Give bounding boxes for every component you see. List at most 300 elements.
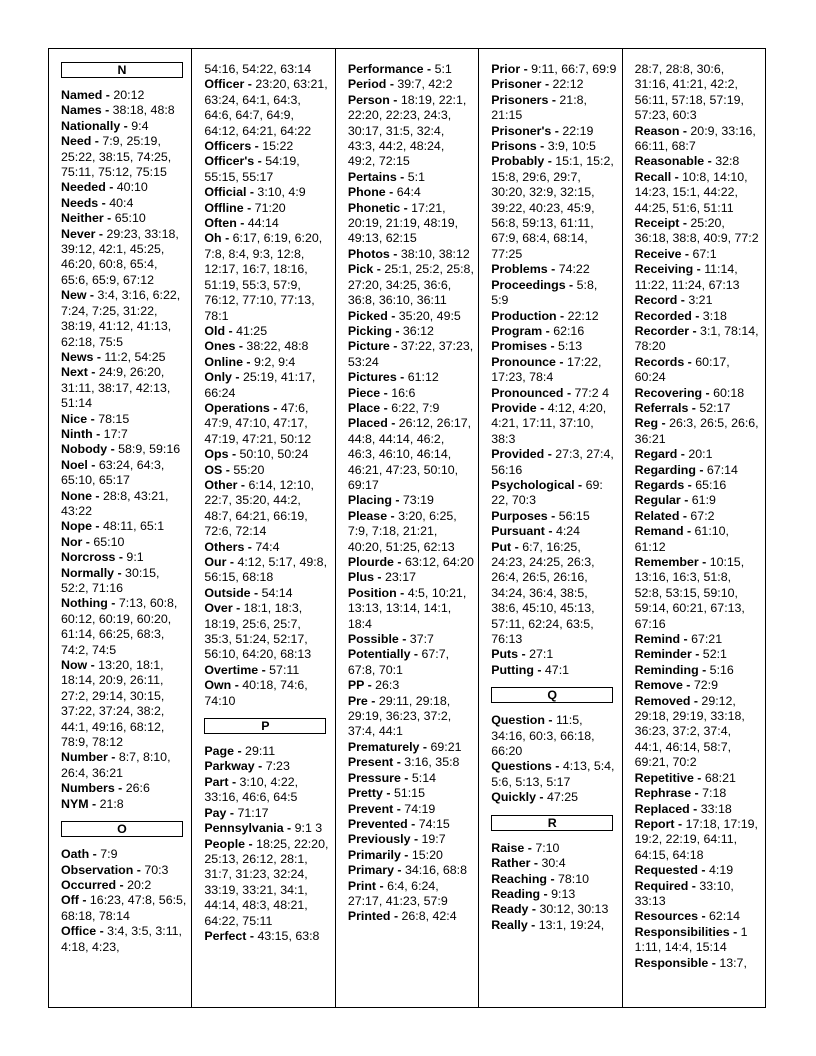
term-dash: - (87, 658, 99, 673)
term-dash: - (689, 801, 701, 816)
index-term: NYM (61, 796, 89, 811)
index-entry (61, 350, 187, 365)
page-line-references: 18:1, 18:3, 18:19, 25:6, 25:7, 35:3, 51:24, 52:17, 56:10, 64:20, 68:13 (204, 601, 312, 662)
page-line-references: 9:13 (551, 886, 576, 901)
index-term: Number (61, 750, 108, 765)
index-entry (348, 879, 474, 910)
term-dash: - (400, 847, 412, 862)
page-line-references: 57:11 (269, 662, 300, 677)
term-dash: - (677, 447, 689, 462)
index-term: Norcross (61, 550, 116, 565)
term-dash: - (679, 508, 691, 523)
index-term: Needed (61, 180, 106, 195)
index-entry (348, 201, 474, 247)
page-line-references: 54:16, 54:22, 63:14 (204, 62, 312, 76)
page-line-references: 27:1 (529, 647, 554, 662)
page-line-references: 29:11 (245, 744, 276, 759)
index-entry (635, 309, 761, 324)
index-term: Part (204, 774, 229, 789)
term-dash: - (364, 678, 376, 693)
term-dash: - (682, 678, 694, 693)
index-entry (204, 139, 330, 154)
index-term: Raise (491, 840, 525, 855)
index-term: Regard (634, 447, 678, 462)
index-term: Photos (347, 246, 390, 261)
index-entry (348, 509, 474, 555)
index-entry (491, 856, 617, 871)
index-entry (204, 355, 330, 370)
index-entry (204, 154, 330, 185)
term-dash: - (283, 821, 295, 836)
page-line-references: 20:9, 33:16, 66:11, 68:7 (634, 123, 756, 154)
page-line-references: 6:14, 12:10, 22:7, 35:20, 44:2, 48:7, 64:21, 66:19, 72:6, 72:14 (204, 477, 314, 539)
page-line-references: 17:7 (103, 426, 128, 441)
page-line-references: 25:20, 36:18, 38:8, 40:9, 77:2 (634, 216, 759, 246)
index-entry (348, 77, 474, 92)
page-line-references: 60:17, 60:24 (634, 354, 730, 385)
index-term: Rather (491, 856, 531, 871)
index-term: Removed (634, 693, 691, 708)
index-term: Question (491, 713, 545, 728)
index-term: Recovering (634, 385, 703, 400)
index-term: Ready (491, 902, 529, 917)
page-line-references: 44:14 (247, 216, 279, 231)
page-line-references: 51:15 (393, 786, 425, 801)
index-term: Resources (634, 909, 698, 924)
page-line-references: 17:21, 20:19, 21:19, 48:19, 49:13, 62:15 (347, 200, 459, 246)
page-line-references: 3:4, 3:5, 3:11, 4:18, 4:23, (61, 924, 182, 954)
index-term: Own (204, 678, 232, 693)
index-term: Remove (634, 678, 683, 693)
page-line-references: 38:18, 48:8 (112, 103, 175, 118)
page-line-references: 5:1 (434, 62, 452, 76)
page-line-references: 30:4 (541, 856, 566, 871)
index-entry (61, 550, 187, 565)
term-dash: - (544, 447, 556, 462)
index-entry (61, 658, 187, 750)
term-dash: - (376, 878, 388, 893)
index-term: Others (204, 539, 245, 554)
index-term: Need (61, 134, 92, 149)
index-term: Our (204, 555, 227, 569)
term-dash: - (684, 477, 696, 492)
index-entry (61, 427, 187, 442)
page-line-references: 74:22 (558, 262, 590, 277)
page-line-references: 3:1, 78:14, 78:20 (634, 323, 759, 354)
index-entry (635, 509, 761, 524)
index-term: Referrals (634, 400, 689, 415)
section-letter-header: N (61, 62, 183, 78)
index-term: Often (204, 216, 237, 231)
term-dash: - (674, 816, 686, 831)
term-dash: - (574, 477, 586, 492)
index-entry (491, 401, 617, 447)
term-dash: - (691, 308, 703, 323)
page-line-references: 7:10 (535, 840, 560, 855)
index-entry (204, 478, 330, 540)
index-entry (491, 790, 617, 805)
term-dash: - (698, 555, 710, 569)
index-entry (61, 119, 187, 134)
page-line-references: 7:9, 25:19, 25:22, 38:15, 74:25, 75:11, 75:12, 75:15 (61, 134, 172, 180)
index-entry (491, 759, 617, 790)
index-entry (348, 848, 474, 863)
index-entry (348, 555, 474, 570)
term-dash: - (237, 477, 249, 492)
page-line-references: 61:12 (407, 370, 439, 385)
index-entry (491, 524, 617, 539)
page-line-references: 20:2 (127, 877, 152, 892)
index-entry (635, 879, 761, 910)
term-dash: - (708, 955, 720, 970)
index-term: Provide (491, 400, 537, 415)
term-dash: - (547, 339, 559, 354)
index-entry (635, 262, 761, 293)
page-line-references: 38:10, 38:12 (400, 246, 470, 261)
index-entry (348, 339, 474, 370)
index-term: Problems (491, 262, 548, 277)
term-dash: - (246, 185, 258, 200)
index-entry (204, 77, 330, 139)
index-entry (61, 103, 187, 118)
index-entry (635, 493, 761, 508)
index-entry (348, 62, 474, 77)
page-line-references: 25:19, 41:17, 66:24 (204, 370, 316, 400)
index-entry (204, 663, 330, 678)
index-entry (61, 365, 187, 411)
page-line-references: 25:1, 25:2, 25:8, 27:20, 34:25, 36:6, 36:8, 36:10, 36:11 (347, 262, 474, 308)
term-dash: - (116, 877, 128, 892)
term-dash: - (92, 426, 104, 441)
index-entry (348, 309, 474, 324)
index-column-5 (622, 49, 765, 1007)
page-line-references: 48:11, 65:1 (103, 519, 165, 534)
term-dash: - (389, 246, 401, 261)
term-dash: - (556, 308, 568, 323)
term-dash: - (410, 832, 422, 847)
index-term: Phone (347, 185, 386, 200)
term-dash: - (551, 123, 563, 138)
index-entry (491, 663, 617, 678)
index-term: Nationally (61, 118, 121, 133)
index-term: Never (61, 226, 96, 241)
term-dash: - (729, 924, 741, 939)
index-entry (635, 909, 761, 924)
index-entry (635, 771, 761, 786)
term-dash: - (698, 662, 710, 677)
page-line-references: 6:22, 7:9 (391, 400, 440, 415)
page-line-references: 26:12, 26:17, 44:8, 44:14, 46:2, 46:3, 46:10, 46:14, 46:21, 47:23, 50:10, 69:17 (347, 416, 472, 492)
page-line-references: 3:10, 4:9 (257, 185, 306, 200)
term-dash: - (555, 354, 567, 369)
page-line-references: 7:18 (702, 786, 727, 801)
term-dash: - (380, 385, 392, 400)
term-dash: - (120, 118, 132, 133)
index-entry (348, 324, 474, 339)
index-term: Promises (491, 339, 548, 354)
page-line-references: 77:2 4 (574, 385, 609, 400)
section-letter-header: O (61, 821, 183, 837)
index-term: Print (347, 878, 377, 893)
index-term: Office (61, 924, 97, 939)
index-term: Production (491, 308, 557, 323)
index-entry (61, 847, 187, 862)
page-line-references: 9:1 (126, 550, 144, 565)
term-dash: - (536, 400, 548, 415)
index-term: People (204, 836, 246, 851)
index-entry (635, 524, 761, 555)
term-dash: - (107, 596, 119, 611)
index-entry (491, 478, 617, 509)
index-entry (635, 324, 761, 355)
page-line-references: 7:13, 60:8, 60:12, 60:19, 60:20, 61:14, 66:25, 68:3, 74:2, 74:5 (61, 596, 178, 657)
index-term: Placed (347, 416, 388, 431)
index-term: Psychological (491, 477, 575, 492)
page-line-references: 68:21 (704, 770, 736, 785)
page-line-references: 30:12, 30:13 (539, 902, 609, 917)
term-dash: - (389, 339, 401, 354)
term-dash: - (681, 246, 693, 261)
index-term: Potentially (347, 647, 411, 662)
term-dash: - (396, 585, 408, 600)
term-dash: - (693, 770, 705, 785)
index-term: Put (491, 539, 512, 554)
term-dash: - (86, 288, 98, 303)
term-dash: - (373, 570, 385, 585)
index-term: Numbers (61, 781, 115, 796)
index-entry (348, 586, 474, 632)
index-entry (61, 211, 187, 226)
term-dash: - (93, 349, 105, 364)
index-entry (61, 535, 187, 550)
index-entry (204, 775, 330, 806)
index-term: Overtime (204, 662, 259, 677)
index-term: Rephrase (634, 786, 692, 801)
page-line-references: 33:10, 33:13 (634, 878, 734, 908)
page-line-references: 28:8, 43:21, 43:22 (61, 488, 169, 518)
index-term: Regular (634, 493, 681, 508)
index-term: Old (204, 323, 226, 338)
index-entry (635, 154, 761, 169)
term-dash: - (400, 200, 412, 215)
page-line-references: 18:19, 22:1, 22:20, 22:23, 24:3, 30:17, 31:5, 32:4, 43:3, 44:2, 48:24, 49:2, 72:15 (347, 92, 467, 169)
term-dash: - (389, 92, 401, 107)
index-entry (491, 324, 617, 339)
index-entry (635, 463, 761, 478)
page-line-references: 21:8, 21:15 (491, 92, 587, 123)
index-entry (635, 647, 761, 662)
index-term: Place (347, 400, 381, 415)
term-dash: - (547, 871, 559, 886)
index-entry (204, 806, 330, 821)
page-line-references: 28:7, 28:8, 30:6, 31:16, 41:21, 42:2, 56:11, 57:18, 57:19, 57:23, 60:3 (634, 62, 744, 123)
index-entry (635, 863, 761, 878)
page-line-references: 54:14 (261, 585, 293, 600)
page-line-references: 5:13 (558, 339, 583, 354)
index-term: Phonetic (347, 200, 401, 215)
index-term: Related (634, 508, 680, 523)
term-dash: - (683, 524, 695, 539)
term-dash: - (373, 262, 385, 277)
index-term: Picture (347, 339, 390, 354)
index-entry (491, 509, 617, 524)
term-dash: - (548, 92, 560, 107)
index-entry (491, 447, 617, 478)
index-term: Needs (61, 195, 99, 210)
page-line-references: 64:4 (396, 185, 421, 200)
index-term: Pay (204, 805, 227, 820)
page-line-references: 3:9, 10:5 (547, 139, 596, 154)
page-line-references: 11:14, 11:22, 11:24, 67:13 (634, 262, 740, 292)
term-dash: - (105, 180, 117, 195)
index-term: Placing (347, 493, 392, 508)
page-line-references: 15:20 (411, 847, 443, 862)
page-line-references: 67:14 (706, 462, 738, 477)
index-term: Normally (61, 565, 115, 580)
index-term: Primary (347, 863, 394, 878)
term-dash: - (542, 323, 554, 338)
index-entry (635, 170, 761, 216)
term-dash: - (382, 786, 394, 801)
page-line-references: 29:23, 33:18, 39:12, 42:1, 45:25, 46:20, 60:8, 65:4, 65:6, 65:9, 67:12 (61, 226, 179, 287)
index-entry (204, 540, 330, 555)
page-line-references: 33:18 (700, 801, 732, 816)
page-line-references: 4:19 (709, 863, 734, 878)
index-term: OS (204, 462, 223, 477)
term-dash: - (232, 601, 244, 616)
index-term: Noel (61, 457, 88, 472)
page-line-references: 9:1 3 (294, 821, 323, 836)
page-line-references: 7:23 (265, 759, 290, 774)
index-entry (491, 139, 617, 154)
index-entry (204, 821, 330, 836)
term-dash: - (107, 750, 119, 765)
index-entry (635, 447, 761, 462)
index-term: Observation (61, 862, 134, 877)
page-line-references: 3:21 (688, 293, 713, 308)
term-dash: - (231, 678, 243, 693)
index-entry (204, 339, 330, 354)
term-dash: - (221, 231, 233, 246)
index-entry (61, 88, 187, 103)
index-entry (491, 872, 617, 887)
term-dash: - (423, 62, 435, 76)
index-term: Nobody (61, 442, 108, 457)
index-entry (348, 863, 474, 878)
index-entry (348, 170, 474, 185)
page-line-references: 23:20, 63:21, 63:24, 64:1, 64:3, 64:6, 64:7, 64:9, 64:12, 64:21, 64:22 (204, 77, 328, 138)
term-dash: - (245, 836, 257, 851)
page-line-references: 41:25 (236, 323, 268, 338)
index-entry (204, 201, 330, 216)
term-dash: - (380, 400, 392, 415)
index-entry (204, 601, 330, 663)
page-line-references: 3:16, 35:8 (404, 755, 460, 770)
page-line-references: 19:7 (421, 832, 446, 847)
index-term: Recall (634, 169, 672, 184)
page-line-references: 11:5, 34:16, 60:3, 66:18, 66:20 (491, 713, 595, 759)
term-dash: - (228, 774, 240, 789)
page-line-references: 4:13, 5:4, 5:6, 5:13, 5:17 (491, 759, 615, 789)
index-term: Neither (61, 211, 104, 226)
page-line-references: 27:3, 27:4, 56:16 (491, 447, 614, 477)
page-line-references: 65:10 (93, 534, 125, 549)
index-term: Picked (347, 308, 388, 323)
page-line-references: 22:12 (552, 77, 584, 92)
index-term: Position (347, 585, 397, 600)
term-dash: - (246, 928, 258, 943)
term-dash: - (387, 508, 399, 523)
term-dash: - (396, 169, 408, 184)
index-entry (491, 93, 617, 124)
index-term: Really (491, 917, 528, 932)
term-dash: - (244, 539, 256, 554)
index-entry (204, 837, 330, 929)
term-dash: - (95, 226, 107, 241)
term-dash: - (527, 917, 539, 932)
term-dash: - (704, 154, 716, 169)
page-line-references: 56:15 (558, 508, 590, 523)
term-dash: - (565, 277, 577, 292)
index-term: Repetitive (634, 770, 694, 785)
page-line-references: 73:19 (402, 493, 434, 508)
term-dash: - (101, 103, 113, 118)
index-term: Over (204, 601, 233, 616)
index-term: Prevent (347, 801, 394, 816)
index-entry (61, 288, 187, 350)
page-line-references: 78:15 (98, 411, 130, 426)
page-line-references: 3:18 (702, 308, 727, 323)
term-dash: - (391, 493, 403, 508)
index-term: Regards (634, 477, 685, 492)
index-entry (61, 458, 187, 489)
index-term: Person (347, 92, 390, 107)
term-dash: - (243, 200, 255, 215)
index-entry (491, 647, 617, 662)
page-line-references: 9:4 (131, 118, 149, 133)
term-dash: - (547, 508, 559, 523)
index-term: Outside (204, 585, 251, 600)
index-page-frame (48, 48, 766, 1008)
term-dash: - (236, 216, 248, 231)
page-line-references: 67:7, 67:8, 70:1 (347, 647, 450, 677)
term-dash: - (511, 539, 523, 554)
term-dash: - (688, 400, 700, 415)
term-dash: - (563, 385, 575, 400)
index-term: Pick (347, 262, 374, 277)
term-dash: - (393, 755, 405, 770)
index-entry (491, 339, 617, 354)
term-dash: - (107, 442, 119, 457)
term-dash: - (387, 308, 399, 323)
term-dash: - (133, 862, 145, 877)
index-term: Picking (347, 323, 392, 338)
term-dash: - (536, 139, 548, 154)
term-dash: - (695, 462, 707, 477)
index-entry (491, 918, 617, 933)
index-term: News (61, 349, 94, 364)
page-line-references: 13:20, 18:1, 18:14, 20:9, 26:11, 27:2, 29:14, 30:15, 37:22, 37:24, 38:2, 44:1, 49:16, 68:12, 78:9, 78:12 (61, 658, 165, 750)
index-term: Named (61, 88, 103, 102)
index-term: Pre (347, 693, 368, 708)
term-dash: - (254, 154, 266, 169)
section-letter-header: Q (491, 687, 613, 703)
index-term: Names (61, 103, 102, 118)
term-dash: - (226, 805, 238, 820)
index-entry (635, 401, 761, 416)
page-line-references: 26:6 (125, 781, 150, 796)
page-line-references: 26:3 (375, 678, 400, 693)
